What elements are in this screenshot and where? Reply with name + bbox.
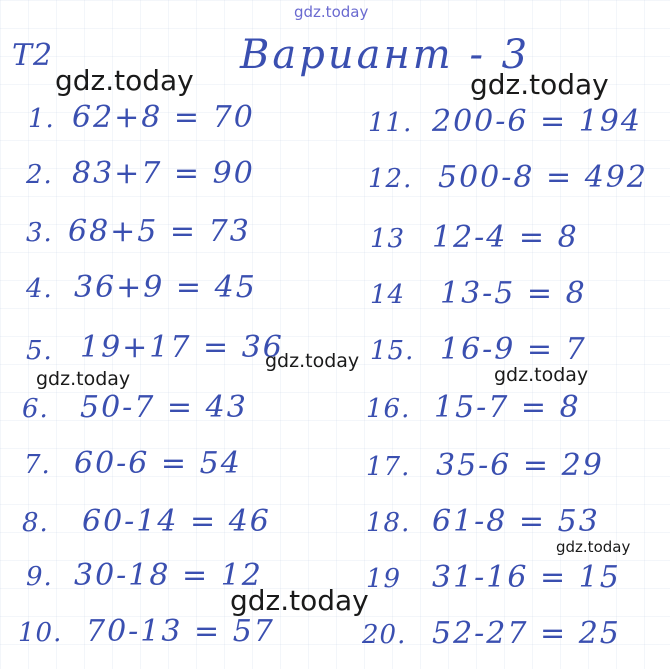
problem-number: 6. [22,394,49,424]
problem-number: 4. [26,274,53,304]
problem-number: 18. [366,508,411,538]
problem-expression: 13-5 = 8 [440,276,587,311]
problem-expression: 70-13 = 57 [86,614,275,649]
problem-expression: 83+7 = 90 [72,156,255,191]
test-code: Т2 [12,38,54,73]
watermark: gdz.today [470,68,609,101]
problem-number: 20. [362,620,407,650]
problem-expression: 12-4 = 8 [432,220,579,255]
problem-expression: 30-18 = 12 [74,558,263,593]
problem-number: 10. [18,618,63,648]
problem-number: 7. [24,450,51,480]
problem-number: 2. [26,160,53,190]
variant-title: Вариант - 3 [240,32,531,78]
problem-number: 13 [370,224,406,254]
problem-number: 12. [368,164,413,194]
problem-number: 1. [28,104,55,134]
watermark: gdz.today [494,364,589,386]
watermark: gdz.today [230,584,369,617]
problem-expression: 36+9 = 45 [74,270,257,305]
problem-number: 5. [26,336,53,366]
problem-number: 17. [366,452,411,482]
problem-number: 9. [26,562,53,592]
problem-expression: 61-8 = 53 [432,504,600,539]
problem-number: 16. [366,394,411,424]
problem-expression: 60-6 = 54 [74,446,242,481]
problem-number: 14 [370,280,406,310]
watermark: gdz.today [556,538,631,556]
problem-expression: 16-9 = 7 [440,332,587,367]
problem-expression: 19+17 = 36 [80,330,284,365]
watermark: gdz.today [265,350,360,372]
problem-number: 8. [22,508,49,538]
problem-number: 3. [26,218,53,248]
problem-expression: 500-8 = 492 [438,160,648,195]
problem-expression: 50-7 = 43 [80,390,248,425]
problem-expression: 31-16 = 15 [432,560,621,595]
watermark: gdz.today [294,3,369,21]
problem-expression: 200-6 = 194 [432,104,642,139]
problem-expression: 62+8 = 70 [72,100,255,135]
problem-expression: 52-27 = 25 [432,616,621,651]
watermark: gdz.today [55,64,194,97]
problem-number: 11. [368,108,413,138]
problem-expression: 35-6 = 29 [436,448,604,483]
problem-number: 15. [370,336,415,366]
watermark: gdz.today [36,368,131,390]
problem-expression: 68+5 = 73 [68,214,251,249]
problem-number: 19 [366,564,402,594]
problem-expression: 15-7 = 8 [434,390,581,425]
problem-expression: 60-14 = 46 [82,504,271,539]
